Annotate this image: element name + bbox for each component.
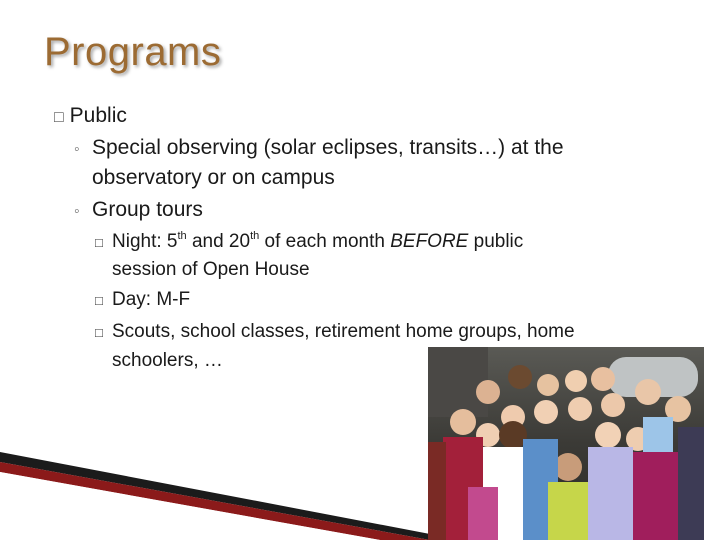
group-photo — [428, 347, 704, 540]
scouts-line1: Scouts, school classes, retirement home groups, home — [112, 321, 575, 342]
decorative-stripe — [0, 450, 430, 540]
special-observing-line1: Special observing (solar eclipses, transits…) at the — [92, 136, 564, 159]
square-bullet-icon: □ — [95, 325, 103, 340]
slide-title: Programs — [44, 30, 222, 74]
square-bullet-icon: □ — [54, 109, 64, 126]
day-text: Day: M-F — [112, 289, 191, 310]
night-line1: Night: 5th and 20th of each month BEFORE public — [112, 230, 524, 252]
scouts-line2: schoolers, … — [112, 350, 223, 371]
group-tours-text: Group tours — [92, 198, 203, 221]
square-bullet-icon: □ — [95, 235, 103, 250]
night-line2: session of Open House — [112, 259, 310, 280]
group-photo-illustration — [428, 347, 704, 540]
square-bullet-icon: □ — [95, 293, 103, 308]
bullet-special-observing — [74, 132, 564, 166]
circle-bullet-icon: ◦ — [74, 203, 80, 220]
special-observing-line2: observatory or on campus — [92, 166, 335, 189]
bullet-day — [95, 285, 191, 316]
bullet-night — [95, 227, 524, 258]
bullet-scouts — [95, 317, 575, 348]
circle-bullet-icon: ◦ — [74, 141, 80, 158]
bullet-public-text: Public — [69, 104, 127, 127]
bullet-group-tours — [74, 194, 203, 228]
bullet-public — [54, 100, 127, 134]
